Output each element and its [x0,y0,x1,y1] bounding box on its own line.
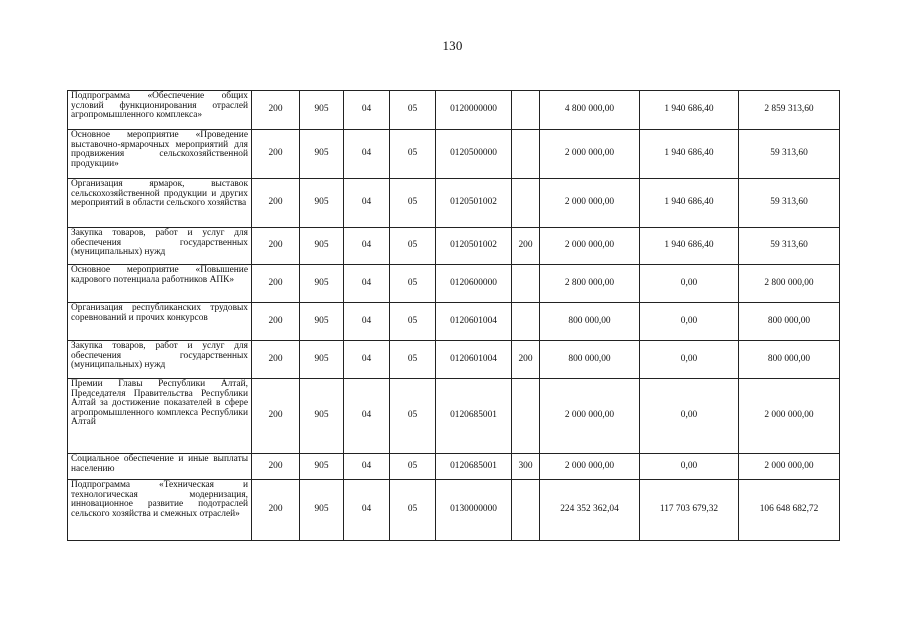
cell-vr [512,379,540,454]
cell-sum3: 2 859 313,60 [739,91,840,130]
cell-c4: 05 [390,341,436,379]
cell-c1: 200 [252,341,300,379]
cell-c2: 905 [300,454,344,480]
cell-code: 0120501002 [436,228,512,265]
table-row [68,379,840,454]
cell-c3: 04 [344,480,390,541]
row-name: Организация ярмарок, выставок сельскохозяйственной продукции и других мероприятий в области сельского хозяйства [68,179,252,228]
cell-sum3: 2 000 000,00 [739,454,840,480]
cell-c4: 05 [390,379,436,454]
table-row [68,341,840,379]
cell-sum2: 1 940 686,40 [640,228,739,265]
cell-c1: 200 [252,91,300,130]
cell-code: 0120685001 [436,454,512,480]
cell-vr [512,480,540,541]
cell-sum1: 2 000 000,00 [540,130,640,179]
cell-vr [512,303,540,341]
cell-sum2: 0,00 [640,303,739,341]
cell-sum2: 117 703 679,32 [640,480,739,541]
cell-c1: 200 [252,228,300,265]
cell-sum3: 59 313,60 [739,228,840,265]
cell-c3: 04 [344,303,390,341]
cell-code: 0120500000 [436,130,512,179]
row-name: Закупка товаров, работ и услуг для обеспечения государственных (муниципальных) нужд [68,228,252,265]
cell-c4: 05 [390,480,436,541]
cell-sum3: 800 000,00 [739,341,840,379]
cell-code: 0120685001 [436,379,512,454]
cell-c3: 04 [344,341,390,379]
table-row [68,480,840,541]
cell-c2: 905 [300,379,344,454]
cell-c4: 05 [390,91,436,130]
cell-code: 0120601004 [436,341,512,379]
cell-vr [512,179,540,228]
cell-c1: 200 [252,265,300,303]
cell-c2: 905 [300,91,344,130]
cell-sum1: 2 000 000,00 [540,228,640,265]
cell-code: 0120501002 [436,179,512,228]
cell-sum2: 0,00 [640,341,739,379]
cell-c1: 200 [252,454,300,480]
cell-sum1: 2 000 000,00 [540,379,640,454]
row-name: Закупка товаров, работ и услуг для обеспечения государственных (муниципальных) нужд [68,341,252,379]
page-number: 130 [442,38,463,53]
row-name: Социальное обеспечение и иные выплаты населению [68,454,252,480]
cell-c4: 05 [390,228,436,265]
row-name: Подпрограмма «Техническая и технологическая модернизация, инновационное развитие подотраслей сельского хозяйства и смежных отраслей» [68,480,252,541]
cell-c3: 04 [344,228,390,265]
cell-code: 0130000000 [436,480,512,541]
table-row [68,179,840,228]
cell-sum2: 0,00 [640,379,739,454]
cell-c4: 05 [390,303,436,341]
row-name: Организация республиканских трудовых соревнований и прочих конкурсов [68,303,252,341]
cell-c2: 905 [300,179,344,228]
cell-code: 0120600000 [436,265,512,303]
cell-c2: 905 [300,341,344,379]
budget-table [67,90,840,541]
cell-c3: 04 [344,454,390,480]
cell-c3: 04 [344,91,390,130]
table-row [68,303,840,341]
cell-sum1: 2 000 000,00 [540,454,640,480]
cell-sum2: 1 940 686,40 [640,91,739,130]
cell-c1: 200 [252,303,300,341]
cell-vr [512,265,540,303]
cell-sum1: 800 000,00 [540,303,640,341]
row-name: Основное мероприятие «Повышение кадрового потенциала работников АПК» [68,265,252,303]
cell-sum3: 106 648 682,72 [739,480,840,541]
cell-sum1: 2 000 000,00 [540,179,640,228]
cell-sum2: 1 940 686,40 [640,179,739,228]
cell-c3: 04 [344,179,390,228]
cell-c3: 04 [344,379,390,454]
cell-sum3: 800 000,00 [739,303,840,341]
table-row [68,91,840,130]
row-name: Премии Главы Республики Алтай, Председателя Правительства Республики Алтай за достижение показателей в сфере агропромышленного комплекса Республики Алтай [68,379,252,454]
cell-c2: 905 [300,480,344,541]
cell-c3: 04 [344,130,390,179]
cell-sum1: 2 800 000,00 [540,265,640,303]
cell-c4: 05 [390,454,436,480]
row-name: Основное мероприятие «Проведение выставочно-ярмарочных мероприятий для продвижения сельскохозяйственной продукции» [68,130,252,179]
cell-c1: 200 [252,379,300,454]
cell-sum2: 0,00 [640,265,739,303]
cell-c3: 04 [344,265,390,303]
cell-vr: 200 [512,228,540,265]
cell-sum2: 0,00 [640,454,739,480]
cell-sum3: 2 000 000,00 [739,379,840,454]
row-name: Подпрограмма «Обеспечение общих условий функционирования отраслей агропромышленного комплекса» [68,91,252,130]
cell-code: 0120000000 [436,91,512,130]
cell-vr: 300 [512,454,540,480]
cell-sum1: 4 800 000,00 [540,91,640,130]
cell-sum1: 800 000,00 [540,341,640,379]
cell-code: 0120601004 [436,303,512,341]
cell-c2: 905 [300,130,344,179]
cell-c1: 200 [252,480,300,541]
cell-sum2: 1 940 686,40 [640,130,739,179]
table-row [68,228,840,265]
cell-sum3: 59 313,60 [739,179,840,228]
cell-sum3: 59 313,60 [739,130,840,179]
cell-vr [512,91,540,130]
cell-sum1: 224 352 362,04 [540,480,640,541]
cell-c2: 905 [300,228,344,265]
table-row [68,265,840,303]
cell-c1: 200 [252,130,300,179]
table-row [68,454,840,480]
cell-vr: 200 [512,341,540,379]
table-row [68,130,840,179]
cell-c1: 200 [252,179,300,228]
cell-sum3: 2 800 000,00 [739,265,840,303]
cell-vr [512,130,540,179]
cell-c4: 05 [390,265,436,303]
cell-c2: 905 [300,265,344,303]
cell-c2: 905 [300,303,344,341]
cell-c4: 05 [390,130,436,179]
cell-c4: 05 [390,179,436,228]
